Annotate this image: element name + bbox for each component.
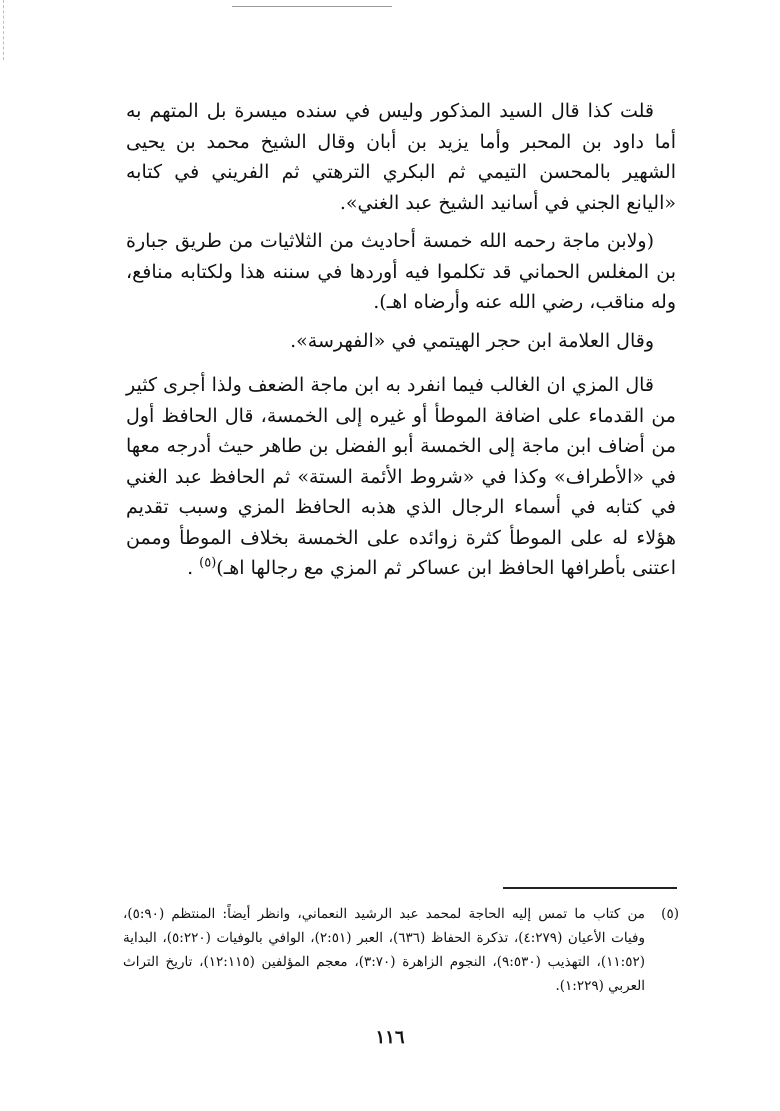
paragraph-1: قلت كذا قال السيد المذكور وليس في سنده ميسرة بل المتهم به أما داود بن المحبر وأما يزيد بن أبان وقال الشيخ محمد بن يحيى الشهير بالمحسن التيمي ثم البكري الترهتي ثم الفريني في كتابه «اليانع الجني في أسانيد الشيخ عبد الغني».	[126, 100, 676, 214]
page-number: ١١٦	[375, 1027, 405, 1048]
main-text	[126, 96, 676, 584]
paragraph-4	[126, 370, 676, 584]
scan-edge	[3, 0, 5, 60]
footnote-separator	[503, 887, 677, 889]
top-rule	[232, 6, 392, 7]
closing-period: .	[187, 557, 194, 579]
paragraph-2: (ولابن ماجة رحمه الله خمسة أحاديث من الثلاثيات من طريق جبارة بن المغلس الحماني قد تكلموا فيه أوردها في سننه هذا ولكتابه منافع، وله مناقب، رضي الله عنه وأرضاه اهـ).	[126, 230, 676, 313]
footnote-text: من كتاب ما تمس إليه الحاجة لمحمد عبد الرشيد النعماني، وانظر أيضاً: المنتظم (٥:٩٠)، وفيات الأعيان (٤:٢٧٩)، تذكرة الحفاظ (٦٣٦)، العبر (٢:٥١)، الوافي بالوفيات (٥:٢٢٠)، البداية (١١:٥٢)، التهذيب (٩:٥٣٠)، النجوم الزاهرة (٣:٧٠)، معجم المؤلفين (١٢:١١٥)، تاريخ التراث العربي (١:٢٢٩).	[123, 906, 646, 994]
footnote-reference[interactable]: (٥)	[199, 555, 217, 571]
footnote	[123, 902, 679, 998]
paragraph-3: وقال العلامة ابن حجر الهيتمي في «الفهرسة».	[290, 329, 654, 352]
paragraph-4-text: قال المزي ان الغالب فيما انفرد به ابن ماجة الضعف ولذا أجرى كثير من القدماء على اضافة الموطأ أو غيره إلى الخمسة، قال الحافظ أول من أضاف ابن ماجة إلى الخمسة أبو الفضل بن طاهر حيث أدرجه معها في «الأطراف» وكذا في «شروط الأئمة الستة» ثم الحافظ عبد الغني في كتابه في أسماء الرجال الذي هذبه الحافظ المزي وسبب تقديم هؤلاء له على الموطأ كثرة زوائده على الخمسة بخلاف الموطأ وممن اعتنى بأطرافها الحافظ ابن عساكر ثم المزي مع رجالها اهـ)	[126, 374, 676, 579]
footnote-marker: (٥)	[661, 906, 679, 922]
